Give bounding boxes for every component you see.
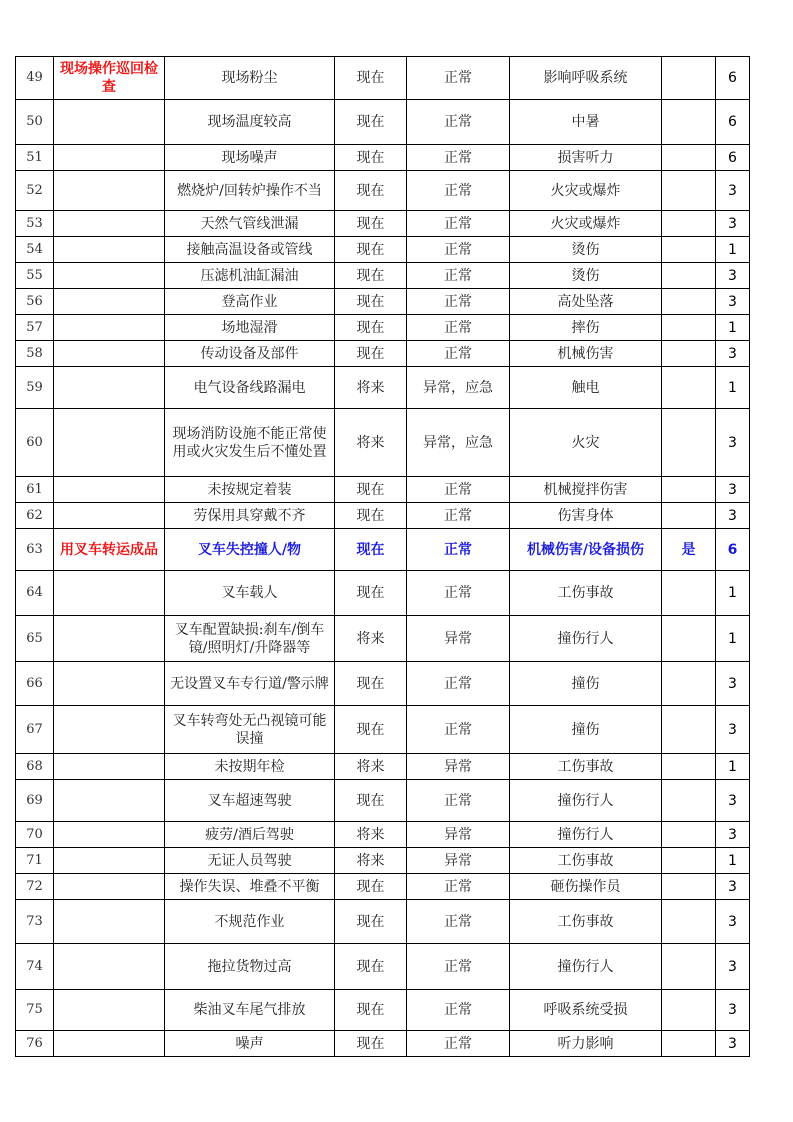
- category-cell: [54, 616, 165, 662]
- major-hazard-cell: [662, 211, 716, 237]
- row-number: 53: [16, 211, 54, 237]
- risk-score-cell: 3: [716, 662, 750, 706]
- major-hazard-cell: [662, 503, 716, 529]
- major-hazard-cell: [662, 289, 716, 315]
- row-number: 57: [16, 315, 54, 341]
- major-hazard-cell: [662, 409, 716, 477]
- table-row: [16, 237, 750, 263]
- major-hazard-cell: [662, 145, 716, 171]
- state-cell: 正常: [407, 477, 510, 503]
- category-cell: [54, 780, 165, 822]
- hazard-cell: 叉车转弯处无凸视镜可能误撞: [165, 706, 335, 754]
- risk-assessment-table: [15, 56, 750, 1057]
- category-cell: [54, 990, 165, 1031]
- category-cell: [54, 367, 165, 409]
- risk-score-cell: 3: [716, 211, 750, 237]
- consequence-cell: 工伤事故: [510, 848, 662, 874]
- risk-score-cell: 1: [716, 571, 750, 616]
- tense-cell: 现在: [335, 315, 407, 341]
- hazard-cell: 电气设备线路漏电: [165, 367, 335, 409]
- row-number: 51: [16, 145, 54, 171]
- risk-score-cell: 3: [716, 990, 750, 1031]
- major-hazard-cell: [662, 57, 716, 100]
- category-cell: 现场操作巡回检查: [54, 57, 165, 100]
- category-cell: [54, 477, 165, 503]
- state-cell: 正常: [407, 263, 510, 289]
- table-row: [16, 145, 750, 171]
- hazard-cell: 场地湿滑: [165, 315, 335, 341]
- row-number: 56: [16, 289, 54, 315]
- state-cell: 正常: [407, 315, 510, 341]
- hazard-cell: 现场温度较高: [165, 100, 335, 145]
- tense-cell: 将来: [335, 409, 407, 477]
- tense-cell: 现在: [335, 503, 407, 529]
- state-cell: 正常: [407, 211, 510, 237]
- tense-cell: 现在: [335, 529, 407, 571]
- consequence-cell: 火灾或爆炸: [510, 211, 662, 237]
- row-number: 76: [16, 1031, 54, 1057]
- category-cell: [54, 145, 165, 171]
- table-row: [16, 171, 750, 211]
- hazard-cell: 柴油叉车尾气排放: [165, 990, 335, 1031]
- consequence-cell: 损害听力: [510, 145, 662, 171]
- tense-cell: 现在: [335, 289, 407, 315]
- hazard-cell: 压滤机油缸漏油: [165, 263, 335, 289]
- tense-cell: 将来: [335, 754, 407, 780]
- state-cell: 正常: [407, 571, 510, 616]
- hazard-cell: 无证人员驾驶: [165, 848, 335, 874]
- hazard-cell: 叉车失控撞人/物: [165, 529, 335, 571]
- category-cell: [54, 754, 165, 780]
- tense-cell: 现在: [335, 263, 407, 289]
- hazard-cell: 不规范作业: [165, 900, 335, 944]
- category-cell: [54, 289, 165, 315]
- state-cell: 异常，应急: [407, 367, 510, 409]
- tense-cell: 现在: [335, 706, 407, 754]
- hazard-cell: 现场消防设施不能正常使用或火灾发生后不懂处置: [165, 409, 335, 477]
- risk-score-cell: 3: [716, 263, 750, 289]
- consequence-cell: 撞伤行人: [510, 780, 662, 822]
- category-cell: [54, 100, 165, 145]
- row-number: 70: [16, 822, 54, 848]
- hazard-cell: 现场粉尘: [165, 57, 335, 100]
- category-cell: [54, 571, 165, 616]
- hazard-cell: 无设置叉车专行道/警示牌: [165, 662, 335, 706]
- consequence-cell: 高处坠落: [510, 289, 662, 315]
- major-hazard-cell: [662, 754, 716, 780]
- table-row: [16, 100, 750, 145]
- table-row: [16, 367, 750, 409]
- hazard-cell: 劳保用具穿戴不齐: [165, 503, 335, 529]
- tense-cell: 现在: [335, 944, 407, 990]
- state-cell: 正常: [407, 289, 510, 315]
- consequence-cell: 机械伤害/设备损伤: [510, 529, 662, 571]
- major-hazard-cell: [662, 900, 716, 944]
- consequence-cell: 烫伤: [510, 263, 662, 289]
- risk-score-cell: 3: [716, 780, 750, 822]
- row-number: 58: [16, 341, 54, 367]
- row-number: 50: [16, 100, 54, 145]
- row-number: 52: [16, 171, 54, 211]
- major-hazard-cell: [662, 237, 716, 263]
- category-cell: [54, 503, 165, 529]
- risk-score-cell: 6: [716, 57, 750, 100]
- major-hazard-cell: [662, 848, 716, 874]
- hazard-cell: 现场噪声: [165, 145, 335, 171]
- table-row: [16, 503, 750, 529]
- risk-score-cell: 6: [716, 100, 750, 145]
- tense-cell: 现在: [335, 874, 407, 900]
- tense-cell: 现在: [335, 662, 407, 706]
- table-row: [16, 571, 750, 616]
- table-row: [16, 341, 750, 367]
- hazard-cell: 叉车配置缺损:刹车/倒车镜/照明灯/升降器等: [165, 616, 335, 662]
- category-cell: [54, 341, 165, 367]
- consequence-cell: 烫伤: [510, 237, 662, 263]
- major-hazard-cell: [662, 944, 716, 990]
- major-hazard-cell: [662, 662, 716, 706]
- state-cell: 正常: [407, 503, 510, 529]
- category-cell: [54, 874, 165, 900]
- major-hazard-cell: [662, 706, 716, 754]
- hazard-cell: 未按期年检: [165, 754, 335, 780]
- hazard-cell: 登高作业: [165, 289, 335, 315]
- major-hazard-cell: [662, 780, 716, 822]
- category-cell: [54, 237, 165, 263]
- risk-score-cell: 3: [716, 409, 750, 477]
- major-hazard-cell: [662, 100, 716, 145]
- table-row: [16, 848, 750, 874]
- category-cell: [54, 263, 165, 289]
- tense-cell: 现在: [335, 100, 407, 145]
- hazard-cell: 接触高温设备或管线: [165, 237, 335, 263]
- major-hazard-cell: [662, 571, 716, 616]
- risk-score-cell: 3: [716, 1031, 750, 1057]
- consequence-cell: 撞伤行人: [510, 944, 662, 990]
- table-row: [16, 900, 750, 944]
- tense-cell: 现在: [335, 571, 407, 616]
- major-hazard-cell: [662, 315, 716, 341]
- risk-score-cell: 3: [716, 289, 750, 315]
- category-cell: 用叉车转运成品: [54, 529, 165, 571]
- consequence-cell: 听力影响: [510, 1031, 662, 1057]
- state-cell: 异常，应急: [407, 409, 510, 477]
- table-row: [16, 822, 750, 848]
- row-number: 55: [16, 263, 54, 289]
- table-row: [16, 529, 750, 571]
- state-cell: 正常: [407, 874, 510, 900]
- row-number: 67: [16, 706, 54, 754]
- major-hazard-cell: [662, 477, 716, 503]
- tense-cell: 现在: [335, 990, 407, 1031]
- consequence-cell: 撞伤行人: [510, 822, 662, 848]
- row-number: 65: [16, 616, 54, 662]
- row-number: 62: [16, 503, 54, 529]
- state-cell: 异常: [407, 822, 510, 848]
- risk-score-cell: 1: [716, 616, 750, 662]
- tense-cell: 现在: [335, 145, 407, 171]
- row-number: 61: [16, 477, 54, 503]
- risk-score-cell: 1: [716, 367, 750, 409]
- consequence-cell: 撞伤: [510, 662, 662, 706]
- tense-cell: 现在: [335, 1031, 407, 1057]
- tense-cell: 将来: [335, 616, 407, 662]
- consequence-cell: 火灾或爆炸: [510, 171, 662, 211]
- state-cell: 正常: [407, 341, 510, 367]
- consequence-cell: 撞伤行人: [510, 616, 662, 662]
- row-number: 69: [16, 780, 54, 822]
- tense-cell: 现在: [335, 171, 407, 211]
- hazard-cell: 疲劳/酒后驾驶: [165, 822, 335, 848]
- consequence-cell: 伤害身体: [510, 503, 662, 529]
- consequence-cell: 工伤事故: [510, 900, 662, 944]
- tense-cell: 现在: [335, 900, 407, 944]
- category-cell: [54, 944, 165, 990]
- risk-score-cell: 3: [716, 944, 750, 990]
- major-hazard-cell: [662, 822, 716, 848]
- tense-cell: 现在: [335, 237, 407, 263]
- table-row: [16, 57, 750, 100]
- risk-score-cell: 3: [716, 822, 750, 848]
- category-cell: [54, 171, 165, 211]
- state-cell: 正常: [407, 171, 510, 211]
- hazard-cell: 拖拉货物过高: [165, 944, 335, 990]
- category-cell: [54, 848, 165, 874]
- hazard-cell: 叉车载人: [165, 571, 335, 616]
- state-cell: 正常: [407, 662, 510, 706]
- consequence-cell: 呼吸系统受损: [510, 990, 662, 1031]
- state-cell: 正常: [407, 57, 510, 100]
- row-number: 49: [16, 57, 54, 100]
- category-cell: [54, 1031, 165, 1057]
- risk-score-cell: 1: [716, 754, 750, 780]
- state-cell: 正常: [407, 944, 510, 990]
- row-number: 59: [16, 367, 54, 409]
- table-row: [16, 990, 750, 1031]
- major-hazard-cell: [662, 990, 716, 1031]
- table-row: [16, 409, 750, 477]
- tense-cell: 将来: [335, 822, 407, 848]
- state-cell: 异常: [407, 848, 510, 874]
- tense-cell: 现在: [335, 341, 407, 367]
- table-row: [16, 706, 750, 754]
- category-cell: [54, 822, 165, 848]
- state-cell: 正常: [407, 780, 510, 822]
- row-number: 64: [16, 571, 54, 616]
- table-row: [16, 289, 750, 315]
- tense-cell: 将来: [335, 367, 407, 409]
- row-number: 73: [16, 900, 54, 944]
- tense-cell: 将来: [335, 848, 407, 874]
- row-number: 75: [16, 990, 54, 1031]
- major-hazard-cell: [662, 367, 716, 409]
- major-hazard-cell: [662, 616, 716, 662]
- risk-score-cell: 6: [716, 145, 750, 171]
- row-number: 66: [16, 662, 54, 706]
- row-number: 71: [16, 848, 54, 874]
- state-cell: 正常: [407, 900, 510, 944]
- major-hazard-cell: [662, 341, 716, 367]
- major-hazard-cell: [662, 874, 716, 900]
- consequence-cell: 砸伤操作员: [510, 874, 662, 900]
- table-body: [16, 57, 750, 1057]
- hazard-cell: 传动设备及部件: [165, 341, 335, 367]
- tense-cell: 现在: [335, 211, 407, 237]
- state-cell: 正常: [407, 237, 510, 263]
- table-row: [16, 754, 750, 780]
- row-number: 72: [16, 874, 54, 900]
- category-cell: [54, 211, 165, 237]
- consequence-cell: 工伤事故: [510, 571, 662, 616]
- consequence-cell: 触电: [510, 367, 662, 409]
- category-cell: [54, 662, 165, 706]
- table-row: [16, 315, 750, 341]
- row-number: 63: [16, 529, 54, 571]
- state-cell: 异常: [407, 754, 510, 780]
- hazard-cell: 叉车超速驾驶: [165, 780, 335, 822]
- state-cell: 正常: [407, 706, 510, 754]
- table-row: [16, 944, 750, 990]
- table-row: [16, 263, 750, 289]
- consequence-cell: 影响呼吸系统: [510, 57, 662, 100]
- consequence-cell: 工伤事故: [510, 754, 662, 780]
- state-cell: 正常: [407, 990, 510, 1031]
- major-hazard-cell: [662, 171, 716, 211]
- risk-score-cell: 1: [716, 848, 750, 874]
- tense-cell: 现在: [335, 477, 407, 503]
- risk-score-cell: 3: [716, 503, 750, 529]
- state-cell: 正常: [407, 145, 510, 171]
- row-number: 74: [16, 944, 54, 990]
- consequence-cell: 火灾: [510, 409, 662, 477]
- state-cell: 正常: [407, 100, 510, 145]
- consequence-cell: 中暑: [510, 100, 662, 145]
- tense-cell: 现在: [335, 57, 407, 100]
- table-row: [16, 211, 750, 237]
- hazard-cell: 操作失误、堆叠不平衡: [165, 874, 335, 900]
- risk-score-cell: 3: [716, 874, 750, 900]
- risk-score-cell: 1: [716, 237, 750, 263]
- risk-score-cell: 3: [716, 477, 750, 503]
- consequence-cell: 撞伤: [510, 706, 662, 754]
- major-hazard-cell: [662, 263, 716, 289]
- state-cell: 正常: [407, 1031, 510, 1057]
- table-row: [16, 477, 750, 503]
- category-cell: [54, 900, 165, 944]
- row-number: 60: [16, 409, 54, 477]
- risk-score-cell: 3: [716, 171, 750, 211]
- row-number: 54: [16, 237, 54, 263]
- risk-score-cell: 3: [716, 341, 750, 367]
- risk-score-cell: 3: [716, 706, 750, 754]
- category-cell: [54, 706, 165, 754]
- consequence-cell: 摔伤: [510, 315, 662, 341]
- major-hazard-cell: 是: [662, 529, 716, 571]
- table-row: [16, 874, 750, 900]
- table-row: [16, 780, 750, 822]
- state-cell: 正常: [407, 529, 510, 571]
- tense-cell: 现在: [335, 780, 407, 822]
- table-row: [16, 1031, 750, 1057]
- consequence-cell: 机械伤害: [510, 341, 662, 367]
- row-number: 68: [16, 754, 54, 780]
- state-cell: 异常: [407, 616, 510, 662]
- major-hazard-cell: [662, 1031, 716, 1057]
- hazard-cell: 噪声: [165, 1031, 335, 1057]
- risk-score-cell: 6: [716, 529, 750, 571]
- hazard-cell: 天然气管线泄漏: [165, 211, 335, 237]
- hazard-cell: 燃烧炉/回转炉操作不当: [165, 171, 335, 211]
- consequence-cell: 机械搅拌伤害: [510, 477, 662, 503]
- risk-score-cell: 3: [716, 900, 750, 944]
- table-row: [16, 616, 750, 662]
- category-cell: [54, 409, 165, 477]
- hazard-cell: 未按规定着装: [165, 477, 335, 503]
- table-row: [16, 662, 750, 706]
- category-cell: [54, 315, 165, 341]
- risk-score-cell: 1: [716, 315, 750, 341]
